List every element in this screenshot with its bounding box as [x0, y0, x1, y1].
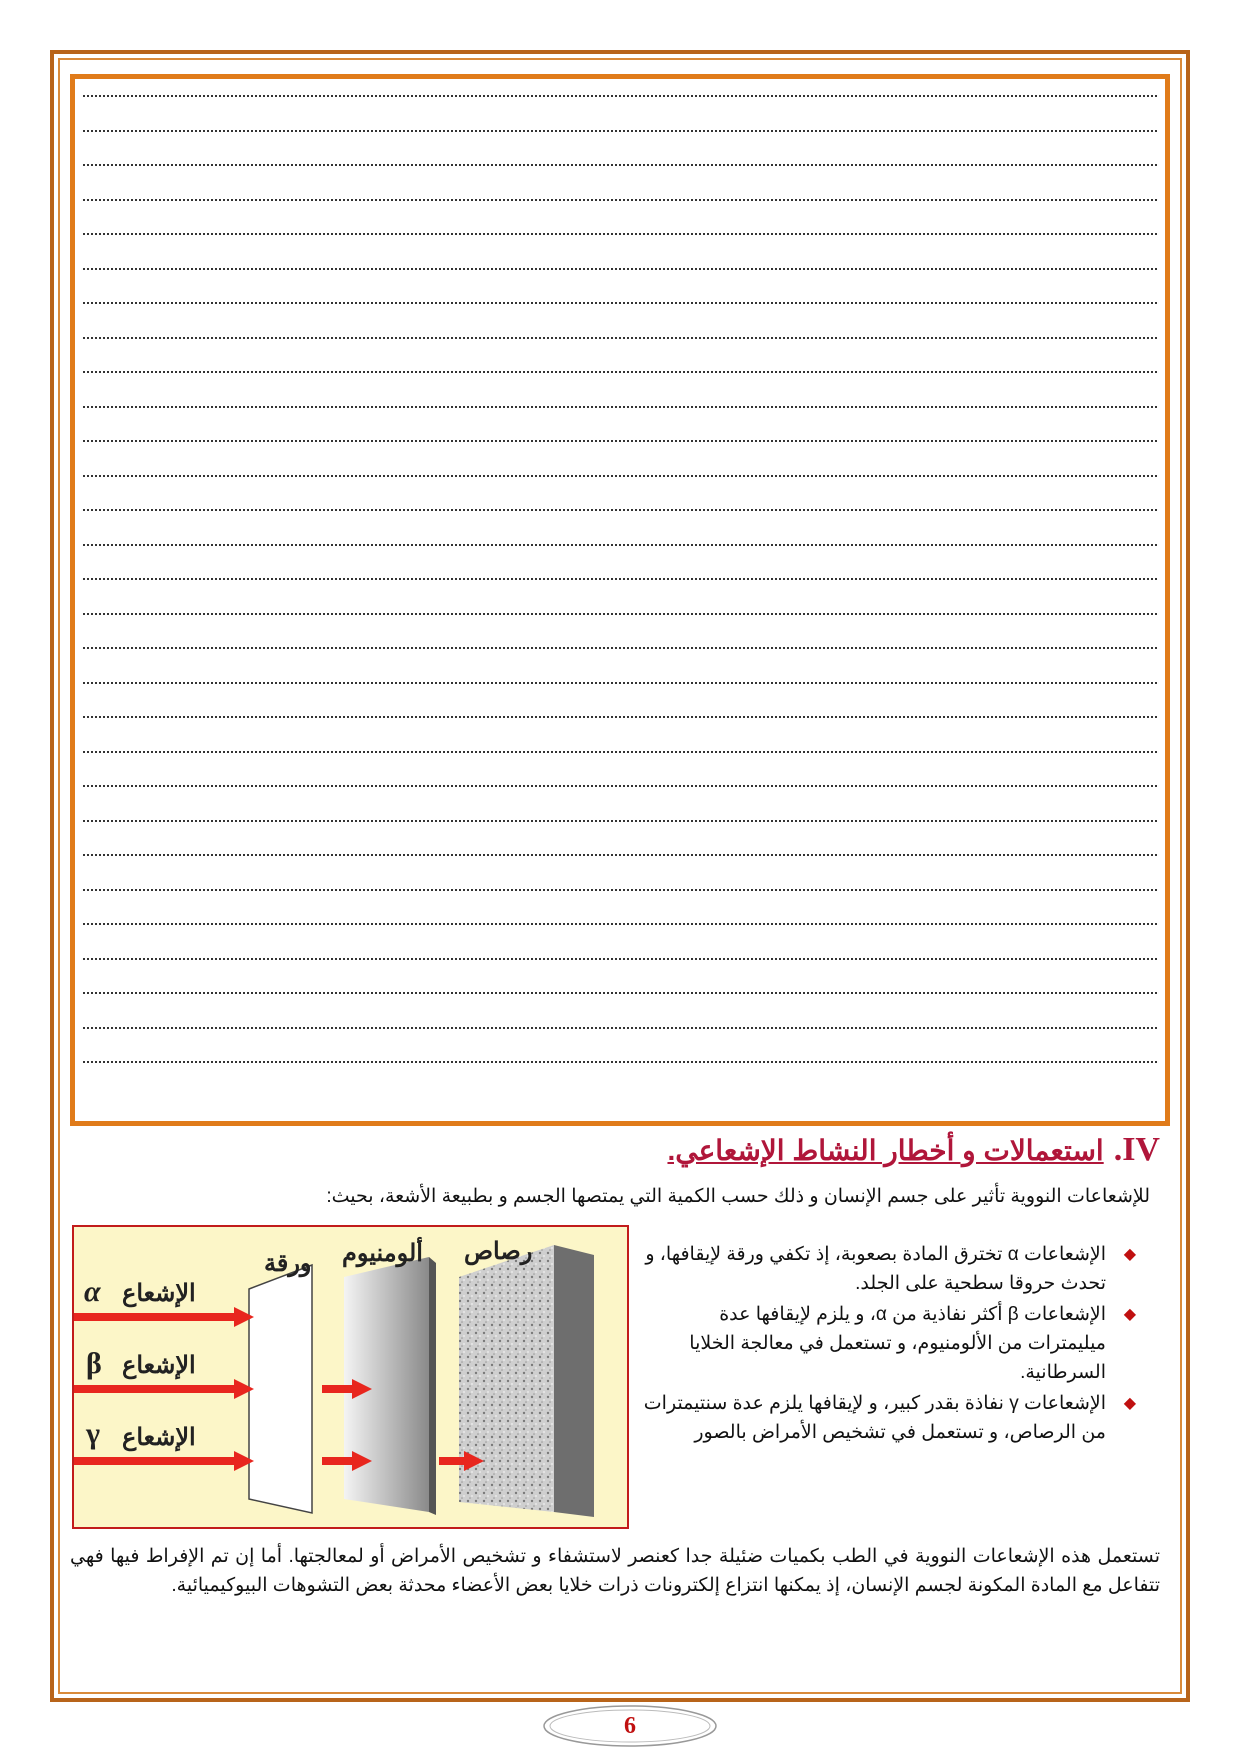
answer-line: [83, 716, 1157, 718]
alpha-ray-label: الإشعاع: [122, 1280, 196, 1307]
answer-line: [83, 233, 1157, 235]
answer-line: [83, 647, 1157, 649]
label-paper: ورقة: [264, 1250, 312, 1277]
label-lead: رصاص: [464, 1238, 533, 1265]
alpha-ray-arrow: [74, 1307, 254, 1327]
answer-line: [83, 613, 1157, 615]
answer-box: [70, 74, 1170, 1126]
page-number: 6: [624, 1713, 636, 1739]
bullet-beta-text: الإشعاعات β أكثر نفاذية من α، و يلزم لإيقافها عدة ميليمترات من الألومنيوم، و تستعمل في معالجة الخلايا السرطانية.: [689, 1304, 1106, 1383]
alpha-symbol: α: [84, 1275, 101, 1308]
answer-line: [83, 440, 1157, 442]
answer-line: [83, 371, 1157, 373]
answer-line: [83, 302, 1157, 304]
beta-ray-arrow: [74, 1379, 372, 1399]
beta-symbol: β: [86, 1347, 102, 1380]
diamond-bullet-icon: ◆: [1123, 1246, 1136, 1263]
answer-line: [83, 992, 1157, 994]
lead-block-front: [459, 1245, 554, 1512]
answer-line: [83, 95, 1157, 97]
gamma-symbol: γ: [86, 1417, 101, 1450]
page-number-badge: [540, 1703, 720, 1749]
answer-line: [83, 889, 1157, 891]
answer-line: [83, 820, 1157, 822]
answer-line: [83, 199, 1157, 201]
answer-line: [83, 958, 1157, 960]
answer-line: [83, 544, 1157, 546]
section-number: .IV: [1113, 1131, 1160, 1168]
bullet-alpha-text: الإشعاعات α تخترق المادة بصعوبة، إذ تكفي ورقة لإيقافها، و تحدث حروقا سطحية على الجلد.: [645, 1244, 1106, 1294]
radiation-penetration-figure: [72, 1225, 629, 1529]
answer-line: [83, 578, 1157, 580]
gamma-ray-label: الإشعاع: [122, 1424, 196, 1451]
bullet-alpha: [640, 1240, 1140, 1298]
diamond-bullet-icon: ◆: [1123, 1395, 1136, 1412]
lead-block-side: [554, 1245, 594, 1517]
medical-uses-paragraph: تستعمل هذه الإشعاعات النووية في الطب بكميات ضئيلة جدا كعنصر لاستشفاء و تشخيص الأمراض أو لمعالجتها. أما إن تم الإفراط فيها فهي تتفاعل مع المادة المكونة لجسم الإنسان، إذ يمكنها انتزاع إلكترونات ذرات خلايا بعض الأعضاء محدثة بعض التشوهات البيوكيميائية.: [70, 1546, 1160, 1596]
answer-line: [83, 268, 1157, 270]
answer-line: [83, 509, 1157, 511]
answer-line: [83, 1061, 1157, 1063]
answer-line: [83, 923, 1157, 925]
answer-line: [83, 1027, 1157, 1029]
answer-line: [83, 164, 1157, 166]
bullet-gamma-text: الإشعاعات γ نفاذة بقدر كبير، و لإيقافها يلزم عدة سنتيمترات من الرصاص، و تستعمل في تشخيص الأمراض بالصور: [643, 1393, 1106, 1443]
section-heading: [667, 1130, 1160, 1170]
bullet-beta: [640, 1300, 1140, 1387]
diamond-bullet-icon: ◆: [1123, 1306, 1136, 1323]
beta-ray-label: الإشعاع: [122, 1352, 196, 1379]
paper-sheet: [249, 1265, 312, 1513]
answer-line: [83, 854, 1157, 856]
intro-text: للإشعاعات النووية تأثير على جسم الإنسان و ذلك حسب الكمية التي يمتصها الجسم و بطبيعة الأشعة، بحيث:: [326, 1186, 1150, 1207]
aluminium-sheet-edge: [429, 1257, 436, 1515]
answer-line: [83, 406, 1157, 408]
bullet-gamma: [640, 1389, 1140, 1447]
answer-line: [83, 130, 1157, 132]
label-aluminium: ألومنيوم: [342, 1240, 423, 1267]
answer-line: [83, 475, 1157, 477]
bullet-list: [640, 1240, 1140, 1449]
answer-line: [83, 682, 1157, 684]
answer-line: [83, 751, 1157, 753]
answer-line: [83, 337, 1157, 339]
section-title: استعمالات و أخطار النشاط الإشعاعي.: [667, 1134, 1104, 1166]
answer-line: [83, 785, 1157, 787]
